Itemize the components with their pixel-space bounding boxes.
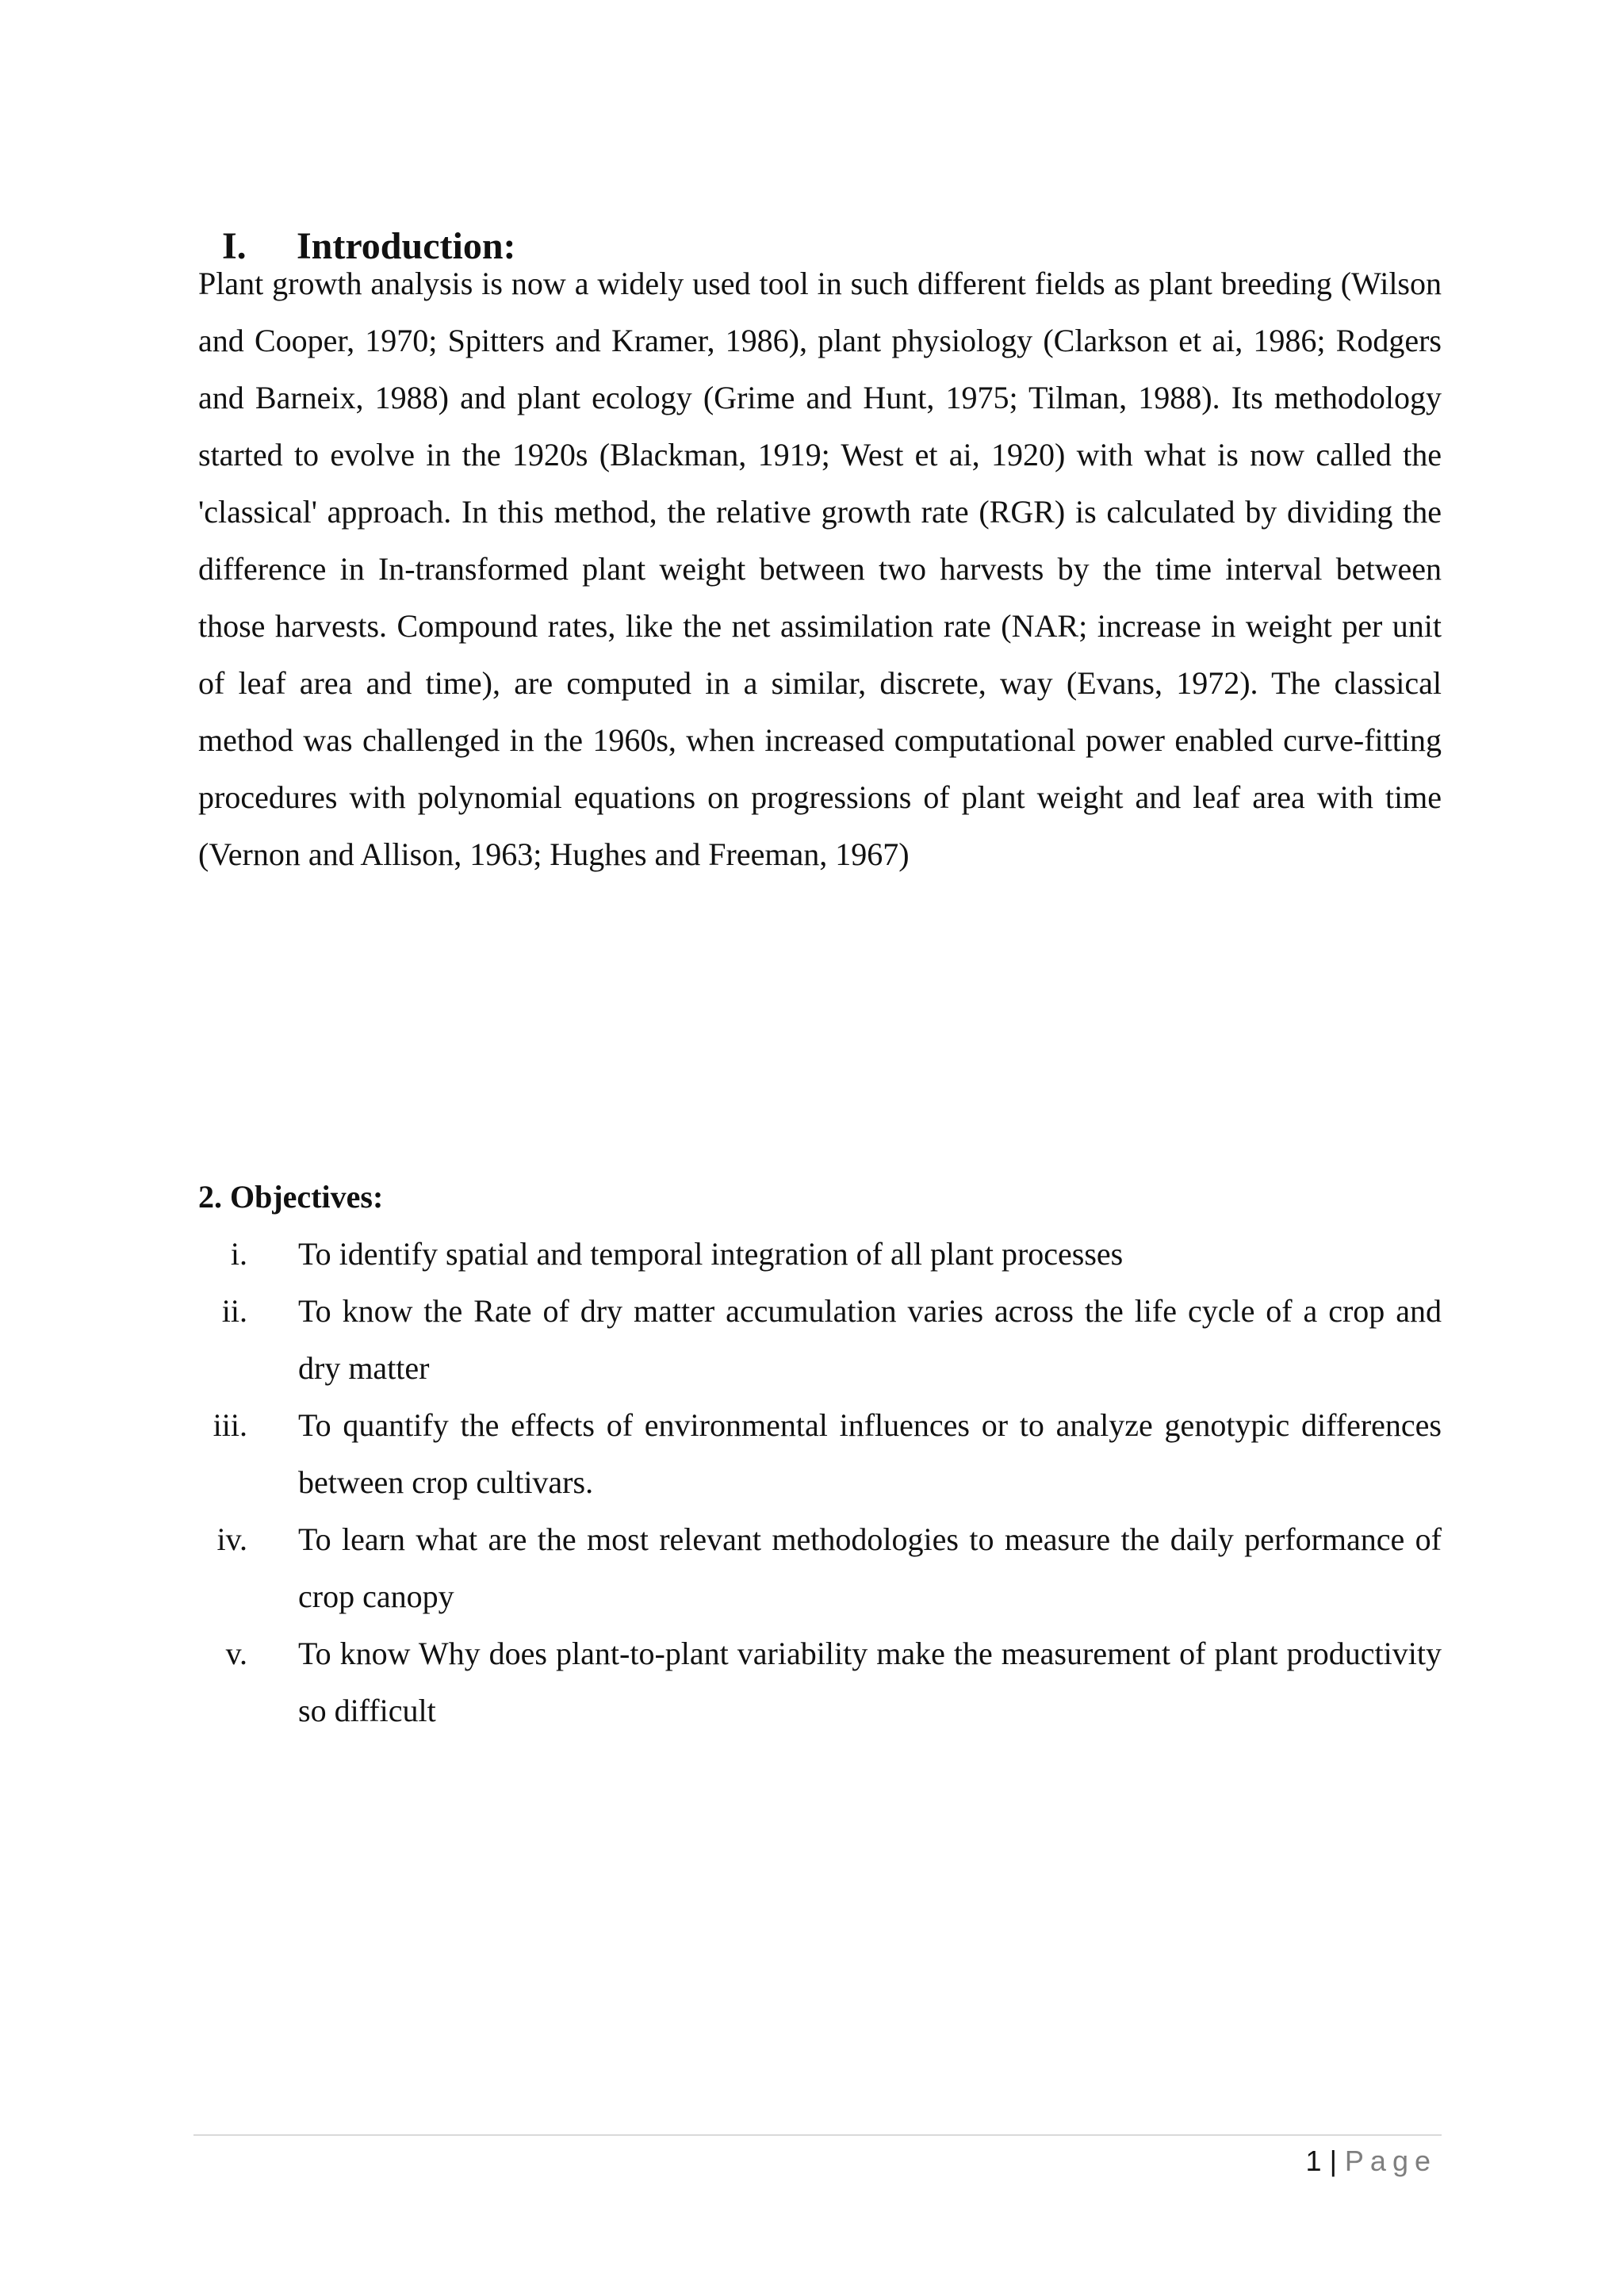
page-label: Page [1344,2145,1437,2177]
list-item-number: iv. [216,1521,247,1557]
list-item-text: To quantify the effects of environmental influences or to analyze genotypic differences between crop cultivars. [298,1407,1442,1500]
list-item [198,1511,1442,1625]
objectives-heading: 2. Objectives: [198,1179,384,1215]
introduction-paragraph: Plant growth analysis is now a widely used tool in such different fields as plant breeding (Wilson and Cooper, 1970; Spitters and Kramer, 1986), plant physiology (Clarkson et ai, 1986; Rodgers and Barneix, 1988) and plant ecology (Grime and Hunt, 1975; Tilman, 1988). Its methodology started to evolve in the 1920s (Blackman, 1919; West et ai, 1920) with what is now called the 'classical' approach. In this method, the relative growth rate (RGR) is calculated by dividing the difference in In-transformed plant weight between two harvests by the time interval between those harvests. Compound rates, like the net assimilation rate (NAR; increase in weight per unit of leaf area and time), are computed in a similar, discrete, way (Evans, 1972). The classical method was challenged in the 1960s, when increased computational power enabled curve-fitting procedures with polynomial equations on progressions of plant weight and leaf area with time (Vernon and Allison, 1963; Hughes and Freeman, 1967) [198,266,1442,872]
list-item-number: ii. [221,1293,247,1329]
footer-separator: | [1329,2145,1337,2177]
list-item [198,1397,1442,1511]
page-footer [1306,2139,1437,2183]
list-item-text: To learn what are the most relevant methodologies to measure the daily performance of crop canopy [298,1521,1442,1614]
list-item-text: To know the Rate of dry matter accumulation varies across the life cycle of a crop and dry matter [298,1293,1442,1386]
list-item-text: To know Why does plant-to-plant variability make the measurement of plant productivity so difficult [298,1636,1442,1728]
list-item-text: To identify spatial and temporal integration of all plant processes [298,1236,1124,1272]
list-item [198,1226,1442,1283]
footer-divider [193,2134,1442,2136]
list-item-number: i. [230,1236,247,1272]
page-number: 1 [1305,2145,1322,2177]
section-number: I. [222,225,247,268]
objectives-list [198,1226,1442,1739]
section-title: Introduction: [297,225,516,268]
list-item [198,1625,1442,1739]
list-item [198,1283,1442,1397]
list-item-number: v. [225,1636,247,1671]
list-item-number: iii. [213,1407,247,1443]
